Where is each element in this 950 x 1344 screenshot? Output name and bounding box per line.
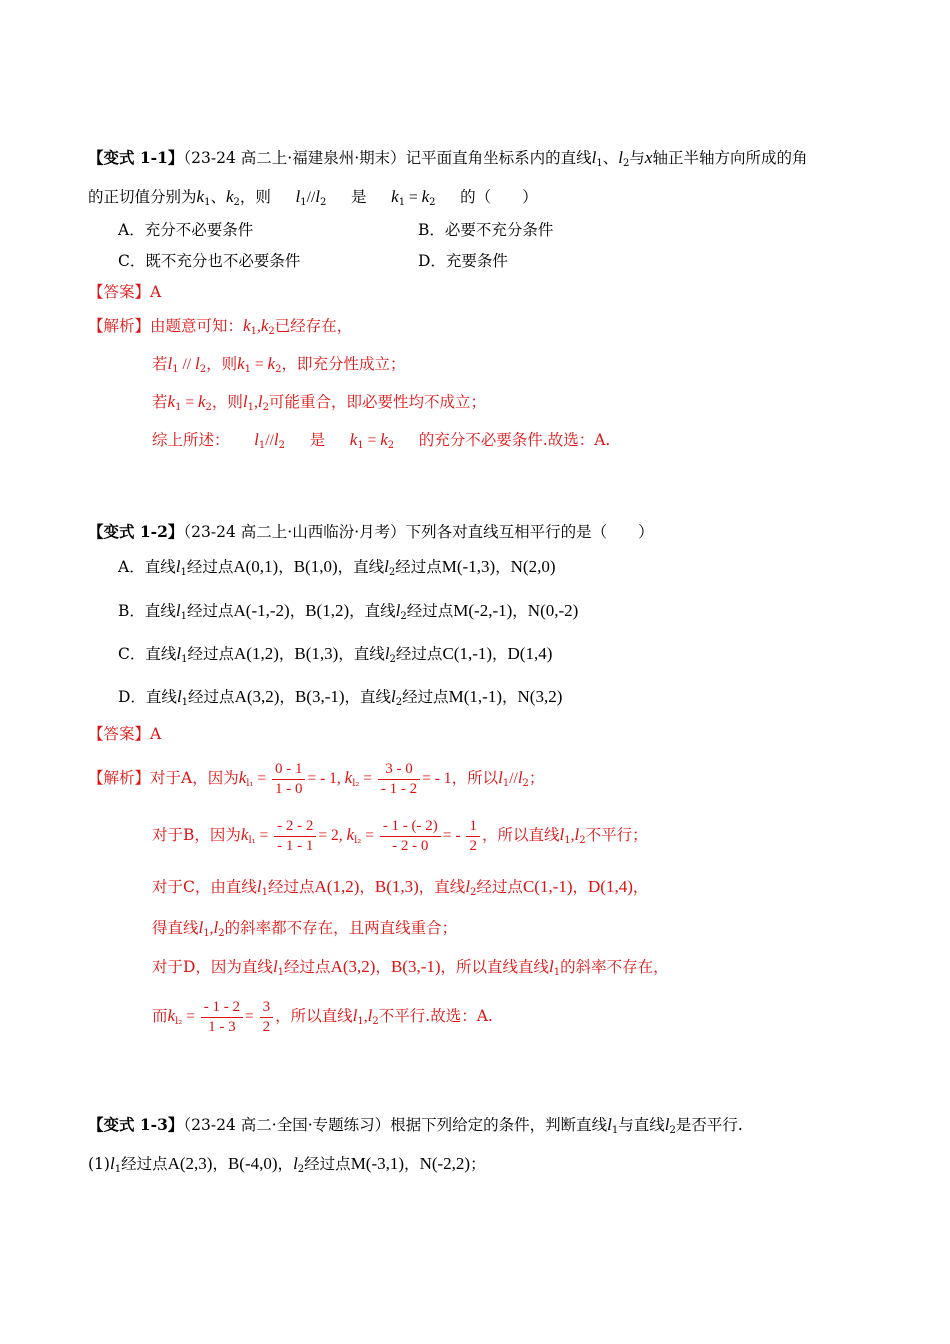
analysis-1-1-line-2: 若$l_1 // l_2$，则$k_1 = k_2$，即充分性成立； [152,354,406,375]
question-1-2: 【变式 1-2】（23-24 高二上·山西临汾·月考）下列各对直线互相平行的是（ ） [88,522,654,541]
analysis-1-1-line-3: 若$k_1 = k_2$，则$l_1,l_2$可能重合，即必要性均不成立； [152,392,486,413]
analysis-1-2-a: 【解析】对于A，因为$k_{l_1}$ = $\frac{0 - 1}{1 - 0}$ = - 1, $k_{l_2}$ = $\frac{3 - 0}{- 1 - 2}$ = - 1，所以$l_1//l_2$； [88,760,545,797]
question-1-1-line-1: 【变式 1-1】（23-24 高二上·福建泉州·期末）记平面直角坐标系内的直线$l_1$、$l_2$与x轴正半轴方向所成的角 [88,148,808,169]
answer-1-1: 【答案】A [88,283,162,301]
option-d: D．直线$l_1$经过点A(3,2)，B(3,-1)，直线$l_2$经过点M(1,-1)，N(3,2) [118,687,563,708]
source-note: （23-24 高二上·福建泉州·期末） [183,149,406,167]
analysis-1-2-c: 对于C，由直线$l_1$经过点A(1,2)，B(1,3)，直线$l_2$经过点C(1,-1)，D(1,4)， [152,877,649,898]
option-b: B．必要不充分条件 [418,221,554,239]
question-1-3-part-1: $(1)l_1$经过点A(2,3)，B(-4,0)，$l_2$经过点M(-3,1)，N(-2,2)； [88,1154,486,1175]
analysis-1-2-c2: 得直线$l_1,l_2$的斜率都不存在，且两直线重合； [152,918,458,939]
question-1-3: 【变式 1-3】（23-24 高二·全国·专题练习）根据下列给定的条件，判断直线$l_1$与直线$l_2$是否平行. [88,1115,743,1136]
variant-tag: 【变式 1-1】 [88,148,184,167]
option-a: A．充分不必要条件 [118,221,254,239]
option-b: B．直线$l_1$经过点A(-1,-2)，B(1,2)，直线$l_2$经过点M(-2,-1)，N(0,-2) [118,601,579,622]
analysis-1-2-e: 而$k_{l_2}$ = $\frac{- 1 - 2}{1 - 3}$ = $\frac{3}{2}$ ，所以直线$l_1,l_2$不平行.故选：A. [152,998,493,1035]
answer-1-2: 【答案】A [88,725,162,743]
question-1-1-line-2: 的正切值分别为$k_1$、$k_2$，则 $l_1//l_2$ 是 $k_1 = k_2$ 的（ ） [88,187,538,208]
analysis-1-1-line-4: 综上所述： $l_1//l_2$ 是 $k_1 = k_2$ 的充分不必要条件.故选：A. [152,430,611,451]
option-a: A．直线$l_1$经过点A(0,1)，B(1,0)，直线$l_2$经过点M(-1,3)，N(2,0) [118,557,556,578]
analysis-1-2-d: 对于D，因为直线$l_1$经过点A(3,2)，B(3,-1)，所以直线直线$l_1$的斜率不存在， [152,957,669,978]
analysis-1-2-b: 对于B，因为$k_{l_1}$ = $\frac{- 2 - 2}{- 1 - 1}$ = 2, $k_{l_2}$ = $\frac{- 1 - (- 2)}{- 2 - 0}$ = - $\frac{1}{2}$ ，所以直线$l_1,l_2$不平行； [152,817,648,854]
option-d: D．充要条件 [418,252,508,270]
option-c: C．既不充分也不必要条件 [118,252,301,270]
analysis-1-1-line-1: 【解析】由题意可知：$k_1,k_2$已经存在， [88,316,353,337]
option-c: C．直线$l_1$经过点A(1,2)，B(1,3)，直线$l_2$经过点C(1,-1)，D(1,4) [118,644,553,665]
